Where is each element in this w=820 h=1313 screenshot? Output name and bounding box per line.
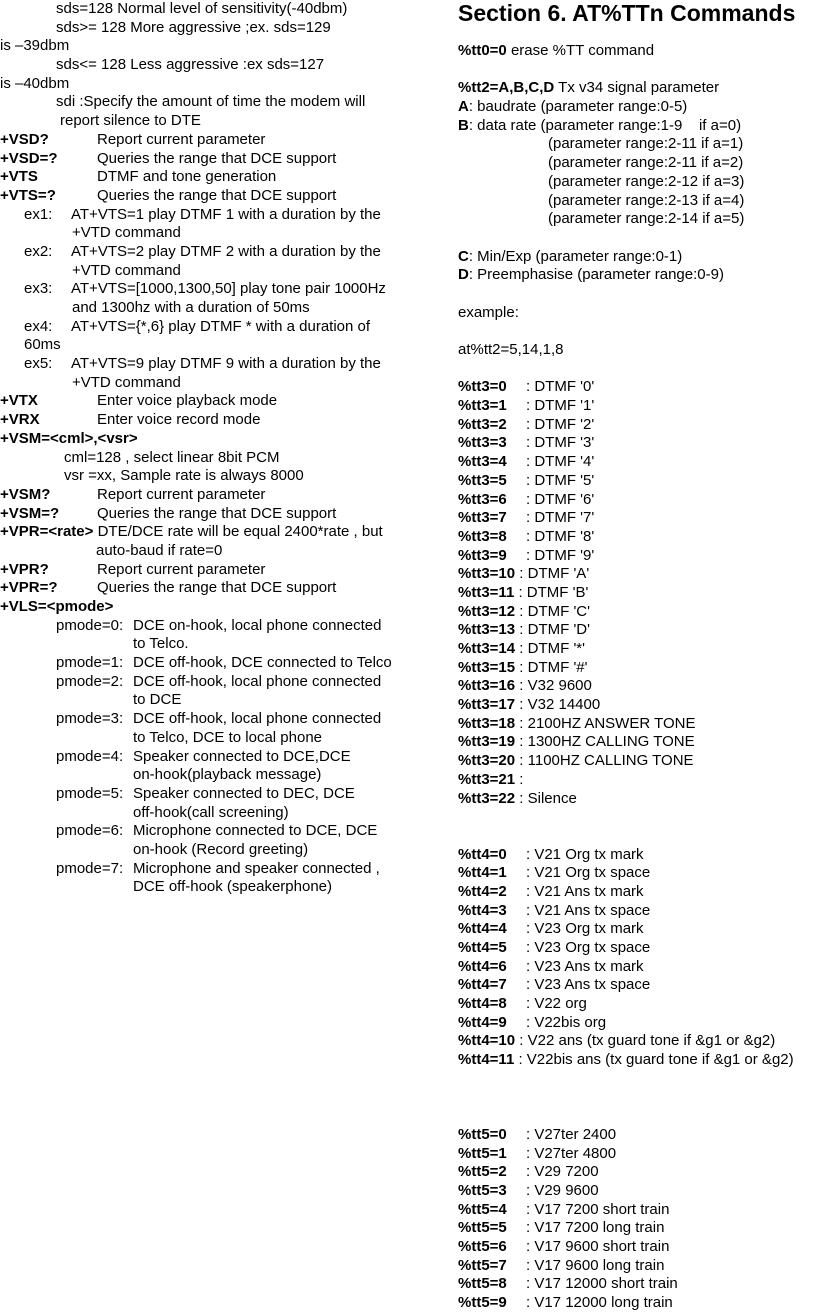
pmode-label: pmode=6: (56, 822, 124, 840)
tt3-row (458, 416, 820, 435)
pmode-row (0, 748, 430, 767)
pmode-row (0, 673, 430, 692)
cmd-name: %tt4=5 (458, 939, 507, 957)
cmd-row (0, 150, 430, 169)
tt3-row (458, 547, 820, 566)
cmd-name: %tt4=11 (458, 1051, 515, 1069)
example-text: 60ms (24, 336, 61, 354)
cmd-desc: Queries the range that DCE support (97, 504, 337, 522)
cmd-desc: : DTMF '2' (526, 415, 595, 433)
param-range: (parameter range:2-11 if a=2) (548, 154, 744, 172)
cmd-name: %tt5=2 (458, 1163, 507, 1181)
tt3-row (458, 733, 820, 752)
pmode-text: DCE off-hook, DCE connected to Telco (133, 654, 392, 672)
pmode-text: Microphone and speaker connected , (133, 859, 380, 877)
cmd-name: +VRX (0, 411, 40, 429)
cmd-name: %tt3=17 (458, 696, 516, 714)
cmd-desc: Report current parameter (97, 485, 266, 503)
cmd-name: %tt3=22 (458, 789, 516, 807)
tt3-row (458, 659, 820, 678)
sds-line: is –40dbm (0, 74, 70, 92)
tt4-row (458, 864, 820, 883)
cmd-desc: : DTMF 'C' (515, 602, 591, 620)
cmd-name: %tt3=8 (458, 527, 507, 545)
cmd-desc: DTMF and tone generation (97, 168, 277, 186)
cmd-desc: Report current parameter (97, 130, 266, 148)
cmd-row (0, 561, 430, 580)
cmd-name: %tt0=0 (458, 42, 507, 59)
cmd-name: %tt4=4 (458, 920, 507, 938)
cmd-name: %tt3=14 (458, 640, 516, 657)
tt3-row (458, 434, 820, 453)
pmode-text: Microphone connected to DCE, DCE (133, 822, 378, 840)
cmd-name: %tt3=21 (458, 770, 516, 788)
tt4-row (458, 920, 820, 939)
tt3-row (458, 640, 820, 659)
cmd-desc: Queries the range that DCE support (97, 579, 337, 597)
tt5-row (458, 1163, 820, 1182)
pmode-row (0, 654, 430, 673)
param-desc: : baudrate (parameter range:0-5) (468, 98, 688, 116)
cmd-name: %tt4=8 (458, 995, 507, 1013)
param-desc: : Min/Exp (parameter range:0-1) (468, 247, 683, 265)
tt5-row (458, 1145, 820, 1164)
tt3-row (458, 491, 820, 510)
cmd-name: %tt5=6 (458, 1237, 507, 1255)
cmd-name: %tt4=0 (458, 845, 507, 863)
cmd-name: %tt4=10 (458, 1032, 516, 1050)
cmd-desc: : DTMF '#' (515, 658, 588, 676)
cmd-name: %tt3=11 (458, 583, 515, 601)
cmd-row (0, 392, 430, 411)
cmd-name: %tt3=12 (458, 602, 516, 620)
param-row (458, 248, 820, 267)
cmd-name: %tt3=13 (458, 621, 516, 639)
cmd-name: %tt3=10 (458, 565, 516, 583)
example-text: AT+VTS={*,6} play DTMF * with a duration of (71, 317, 371, 335)
cmd-name: +VTS (0, 168, 38, 186)
cmd-desc: : DTMF '5' (526, 471, 595, 489)
example-label: ex3: (24, 280, 53, 298)
cmd-desc: : Silence (515, 789, 577, 807)
pmode-row (0, 822, 430, 841)
example-text: AT+VTS=[1000,1300,50] play tone pair 1000Hz (71, 280, 386, 298)
pmode-text: to Telco, DCE to local phone (133, 728, 323, 746)
cmd-name: %tt4=2 (458, 882, 507, 900)
cmd-desc: : V17 7200 long train (526, 1219, 665, 1237)
cmd-name: %tt4=1 (458, 864, 507, 882)
pmode-label: pmode=0: (56, 616, 124, 634)
tt3-row (458, 696, 820, 715)
sdi-line: sdi :Specify the amount of time the modem will (56, 93, 366, 111)
pmode-text: DCE on-hook, local phone connected (133, 616, 382, 634)
cmd-name: %tt3=5 (458, 471, 507, 489)
cmd-name: +VPR=<rate> (0, 523, 94, 541)
tt5-row (458, 1238, 820, 1257)
cmd-desc: : DTMF '7' (526, 509, 595, 527)
cmd-desc: : DTMF '3' (526, 434, 595, 452)
cmd-name: %tt3=0 (458, 378, 507, 396)
example-label: ex4: (24, 317, 53, 335)
tt4-row (458, 939, 820, 958)
cmd-row (0, 486, 430, 505)
cmd-row (0, 168, 430, 187)
pmode-text: to Telco. (133, 635, 189, 653)
cmd-name: +VPR=? (0, 579, 58, 597)
param-row (458, 98, 820, 117)
cmd-name: %tt3=3 (458, 434, 507, 452)
pmode-row (0, 617, 430, 636)
cmd-name: %tt5=0 (458, 1125, 507, 1143)
pmode-label: pmode=4: (56, 747, 124, 765)
cmd-name: %tt5=9 (458, 1294, 507, 1312)
param-desc: : Preemphasise (parameter range:0-9) (468, 266, 724, 284)
sds-line: is –39dbm (0, 37, 70, 55)
sdi-line: report silence to DTE (60, 112, 201, 130)
cmd-desc: : DTMF '1' (526, 397, 595, 415)
cmd-desc: : V17 12000 long train (526, 1294, 673, 1312)
pmode-text: off-hook(call screening) (133, 803, 289, 821)
example-text: AT+VTS=1 play DTMF 1 with a duration by the (71, 205, 381, 223)
cmd-row (0, 579, 430, 598)
pmode-text: Speaker connected to DEC, DCE (133, 784, 355, 802)
cmd-name: +VTS=? (0, 186, 56, 204)
example-value: at%tt2=5,14,1,8 (458, 341, 564, 358)
vsm-vsr: vsr =xx, Sample rate is always 8000 (64, 467, 304, 485)
pmode-label: pmode=2: (56, 672, 124, 690)
tt4-row (458, 1051, 820, 1070)
cmd-desc: : V27ter 4800 (526, 1144, 617, 1162)
pmode-row (0, 785, 430, 804)
pmode-text: to DCE (133, 691, 182, 709)
tt4-row (458, 846, 820, 865)
tt4-row (458, 976, 820, 995)
example-text: and 1300hz with a duration of 50ms (72, 299, 310, 316)
cmd-row (0, 505, 430, 524)
pmode-text: Speaker connected to DCE,DCE (133, 747, 351, 765)
param-range: (parameter range:2-11 if a=1) (548, 135, 744, 153)
pmode-label: pmode=7: (56, 859, 124, 877)
left-column (0, 0, 430, 897)
example-label: example: (458, 303, 519, 321)
tt4-row (458, 995, 820, 1014)
cmd-name: %tt2=A,B,C,D (458, 79, 555, 97)
sds-line: sds<= 128 Less aggressive :ex sds=127 (56, 56, 325, 74)
example-label: ex1: (24, 205, 53, 223)
cmd-desc: Report current parameter (97, 560, 266, 578)
example-row (0, 206, 430, 225)
tt0-row (458, 42, 820, 61)
cmd-name: %tt3=9 (458, 546, 507, 564)
cmd-name: %tt4=3 (458, 901, 507, 919)
param-range: (parameter range:2-12 if a=3) (548, 172, 745, 190)
tt3-row (458, 472, 820, 491)
cmd-desc: : V21 Ans tx mark (526, 882, 644, 900)
cmd-desc: : V22 org (526, 995, 587, 1013)
cmd-desc: : V17 9600 long train (526, 1256, 665, 1274)
cmd-desc: DTE/DCE rate will be equal 2400*rate , but (97, 523, 383, 541)
example-row (0, 280, 430, 299)
tt3-row (458, 509, 820, 528)
cmd-desc: : 1100HZ CALLING TONE (515, 752, 694, 770)
cmd-name: %tt3=7 (458, 509, 507, 527)
vsm-heading: +VSM=<cml>,<vsr> (0, 429, 138, 447)
param-desc: : data rate (parameter range:1-9 if a=0) (468, 116, 742, 134)
tt3-row (458, 677, 820, 696)
pmode-label: pmode=1: (56, 654, 124, 672)
example-label: ex5: (24, 355, 53, 373)
cmd-desc: : V22bis org (526, 1013, 607, 1031)
pmode-text: on-hook(playback message) (133, 766, 322, 784)
pmode-text: DCE off-hook, local phone connected (133, 710, 382, 728)
cmd-desc: : V23 Ans tx mark (526, 957, 644, 975)
tt5-row (458, 1257, 820, 1276)
tt3-row (458, 790, 820, 809)
cmd-desc: : V32 9600 (515, 677, 592, 695)
param-row (458, 117, 820, 136)
tt3-row (458, 621, 820, 640)
cmd-name: %tt3=1 (458, 397, 507, 415)
tt4-row (458, 1032, 820, 1051)
cmd-name: +VPR? (0, 560, 49, 578)
cmd-name: %tt5=1 (458, 1144, 507, 1162)
cmd-name: +VSM? (0, 485, 51, 503)
example-text: AT+VTS=2 play DTMF 2 with a duration by the (71, 242, 381, 260)
pmode-row (0, 710, 430, 729)
cmd-desc: : V29 9600 (526, 1181, 599, 1199)
cmd-desc: Tx v34 signal parameter (554, 79, 720, 97)
cmd-desc: : V21 Ans tx space (526, 901, 651, 919)
tt3-row (458, 453, 820, 472)
tt3-row (458, 528, 820, 547)
tt5-row (458, 1294, 820, 1313)
vls-heading: +VLS=<pmode> (0, 598, 114, 615)
cmd-name: %tt3=18 (458, 714, 516, 732)
cmd-name: %tt5=4 (458, 1200, 507, 1218)
section-title: Section 6. AT%TTn Commands (458, 0, 796, 26)
cmd-name: +VSD? (0, 130, 49, 148)
cmd-name: %tt3=4 (458, 453, 507, 471)
cmd-name: %tt3=19 (458, 733, 516, 751)
cmd-desc: : DTMF '*' (515, 640, 586, 657)
pmode-text: on-hook (Record greeting) (133, 840, 309, 858)
tt4-row (458, 1014, 820, 1033)
vsm-cml: cml=128 , select linear 8bit PCM (64, 448, 280, 466)
cmd-desc: : DTMF '0' (526, 378, 595, 396)
sds-line: sds>= 128 More aggressive ;ex. sds=129 (56, 18, 331, 36)
cmd-name: %tt4=6 (458, 957, 507, 975)
tt3-row (458, 603, 820, 622)
cmd-name: %tt3=16 (458, 677, 516, 695)
cmd-desc: auto-baud if rate=0 (96, 541, 223, 559)
tt4-row (458, 958, 820, 977)
tt3-row (458, 565, 820, 584)
tt5-row (458, 1201, 820, 1220)
example-row (0, 243, 430, 262)
cmd-name: %tt3=2 (458, 415, 507, 433)
cmd-name: %tt5=5 (458, 1219, 507, 1237)
pmode-text: DCE off-hook, local phone connected (133, 672, 382, 690)
cmd-name: %tt3=20 (458, 752, 516, 770)
cmd-name: %tt5=8 (458, 1275, 507, 1293)
cmd-desc: : DTMF 'D' (515, 621, 591, 639)
param-key: C (458, 247, 469, 265)
cmd-desc: : DTMF 'B' (514, 583, 589, 601)
right-column (458, 0, 820, 1313)
cmd-row (0, 131, 430, 150)
param-key: D (458, 266, 469, 284)
cmd-name: +VSD=? (0, 149, 58, 167)
cmd-desc: : V22bis ans (tx guard tone if &g1 or &g2) (514, 1051, 794, 1069)
example-text: AT+VTS=9 play DTMF 9 with a duration by the (71, 355, 381, 373)
cmd-desc: : DTMF '9' (526, 546, 595, 564)
sds-line: sds=128 Normal level of sensitivity(-40dbm) (56, 0, 348, 17)
cmd-desc: : V22 ans (tx guard tone if &g1 or &g2) (515, 1032, 776, 1050)
example-label: ex2: (24, 242, 53, 260)
cmd-name: %tt4=9 (458, 1013, 507, 1031)
example-text: +VTD command (72, 373, 181, 391)
tt3-row (458, 771, 820, 790)
cmd-desc: : V17 12000 short train (526, 1275, 678, 1293)
tt3-row (458, 752, 820, 771)
cmd-desc: : V23 Ans tx space (526, 976, 651, 994)
pmode-row (0, 860, 430, 879)
pmode-label: pmode=3: (56, 710, 124, 728)
cmd-desc: : V23 Org tx mark (526, 920, 644, 938)
cmd-desc: : V29 7200 (526, 1163, 599, 1181)
cmd-row (0, 523, 430, 542)
pmode-text: DCE off-hook (speakerphone) (133, 878, 332, 896)
cmd-name: %tt5=3 (458, 1181, 507, 1199)
cmd-name: %tt5=7 (458, 1256, 507, 1274)
cmd-desc: : 1300HZ CALLING TONE (515, 733, 695, 751)
cmd-desc: : DTMF '6' (526, 490, 595, 508)
cmd-desc: : V17 7200 short train (526, 1200, 670, 1218)
cmd-row (0, 411, 430, 430)
tt4-row (458, 883, 820, 902)
example-row (0, 355, 430, 374)
cmd-desc: erase %TT command (506, 42, 655, 59)
cmd-desc: : V17 9600 short train (526, 1237, 670, 1255)
tt5-row (458, 1182, 820, 1201)
cmd-desc: : V21 Org tx space (526, 864, 651, 882)
tt4-row (458, 902, 820, 921)
cmd-desc: Enter voice record mode (97, 411, 261, 429)
cmd-desc: : DTMF '4' (526, 453, 595, 471)
cmd-row (0, 187, 430, 206)
tt3-row (458, 584, 820, 603)
tt5-row (458, 1126, 820, 1145)
pmode-label: pmode=5: (56, 784, 124, 802)
tt3-row (458, 378, 820, 397)
tt5-row (458, 1219, 820, 1238)
cmd-desc: : V23 Org tx space (526, 939, 651, 957)
example-text: +VTD command (72, 261, 181, 279)
cmd-desc: : DTMF '8' (526, 527, 595, 545)
tt2-row (458, 79, 820, 98)
example-text: +VTD command (72, 224, 181, 242)
example-row (0, 318, 430, 337)
cmd-desc: : (515, 770, 524, 788)
cmd-desc: : V27ter 2400 (526, 1125, 617, 1143)
cmd-desc: : V32 14400 (515, 696, 601, 714)
param-key: A (458, 98, 469, 116)
cmd-name: %tt3=6 (458, 490, 507, 508)
cmd-desc: Enter voice playback mode (97, 392, 278, 410)
cmd-desc: : 2100HZ ANSWER TONE (515, 714, 696, 732)
cmd-name: %tt4=7 (458, 976, 507, 994)
cmd-desc: : V21 Org tx mark (526, 845, 644, 863)
cmd-name: +VSM=? (0, 504, 60, 522)
tt5-row (458, 1275, 820, 1294)
param-row (458, 266, 820, 285)
cmd-desc: Queries the range that DCE support (97, 186, 337, 204)
param-key: B (458, 116, 469, 134)
param-range: (parameter range:2-13 if a=4) (548, 191, 745, 209)
tt3-row (458, 715, 820, 734)
cmd-name: %tt3=15 (458, 658, 516, 676)
cmd-desc: Queries the range that DCE support (97, 149, 337, 167)
param-range: (parameter range:2-14 if a=5) (548, 210, 745, 228)
cmd-desc: : DTMF 'A' (515, 565, 590, 583)
cmd-name: +VTX (0, 392, 38, 410)
tt3-row (458, 397, 820, 416)
